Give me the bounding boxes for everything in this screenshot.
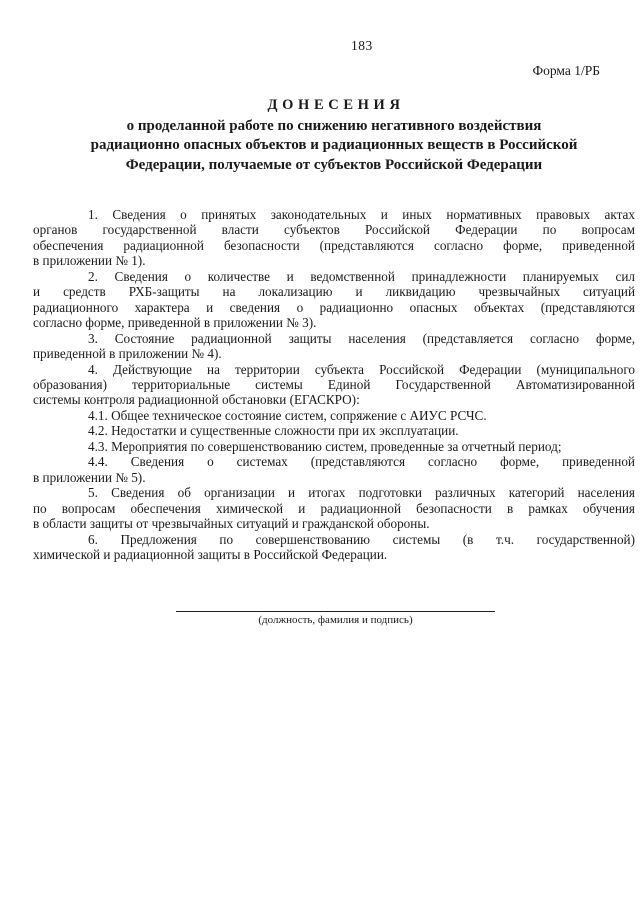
paragraph-line: 4.3. Мероприятия по совершенствованию систем, проведенные за отчетный период;	[88, 438, 562, 454]
paragraph-line: приведенной в приложении № 4).	[33, 346, 222, 362]
paragraph-line: 1. Сведения о принятых законодательных и иных нормативных правовых актах	[88, 207, 635, 222]
paragraph-line: и средств РХБ-защиты на локализацию и ликвидацию чрезвычайных ситуаций	[33, 284, 635, 300]
paragraph-line: 4. Действующие на территории субъекта Российской Федерации (муниципального	[88, 361, 635, 377]
paragraph-4	[33, 362, 635, 408]
paragraph-line: в приложении № 1).	[33, 253, 146, 269]
paragraph-line: 2. Сведения о количестве и ведомственной принадлежности планируемых сил	[88, 268, 635, 284]
paragraph-3	[33, 331, 635, 362]
paragraph-line: органов государственной власти субъектов Российской Федерации по вопросам	[33, 222, 635, 238]
report-subtitle-line: Федерации, получаемые от субъектов Российской Федерации	[125, 156, 543, 173]
signature-caption: (должность, фамилия и подпись)	[258, 614, 413, 626]
report-title: Д О Н Е С Е Н И Я	[267, 97, 401, 113]
paragraph-2	[33, 269, 635, 331]
paragraph-4-4	[33, 454, 635, 485]
paragraph-line: 5. Сведения об организации и итогах подготовки различных категорий населения	[88, 485, 635, 501]
report-subtitle-line: радиационно опасных объектов и радиационных веществ в Российской	[90, 137, 578, 154]
report-subtitle-line: о проделанной работе по снижению негативного воздействия	[126, 118, 542, 134]
paragraph-line: химической и радиационной защиты в Российской Федерации.	[33, 546, 388, 562]
paragraph-line: по вопросам обеспечения химической и радиационной безопасности в рамках обучения	[33, 500, 635, 516]
paragraph-line: в области защиты от чрезвычайных ситуаций и гражданской обороны.	[33, 516, 430, 532]
signature-block	[176, 611, 495, 627]
paragraph-line: образования) территориальные системы Единой Государственной Автоматизированной	[33, 376, 635, 392]
paragraph-line: радиационного характера и сведения о радиационно опасных объектах (представляются	[33, 299, 635, 315]
title-block	[33, 97, 635, 175]
paragraph-line: 4.1. Общее техническое состояние систем, сопряжение с АИУС РСЧС.	[88, 407, 487, 423]
paragraph-line: 3. Состояние радиационной защиты населения (представляется согласно форме,	[88, 330, 635, 346]
paragraph-4-3	[33, 439, 635, 454]
paragraph-line: согласно форме, приведенной в приложении № 3).	[33, 315, 317, 331]
paragraph-line: 6. Предложения по совершенствованию системы (в т.ч. государственной)	[88, 531, 635, 547]
paragraph-1	[33, 207, 635, 269]
paragraph-6	[33, 532, 635, 563]
paragraph-line: 4.2. Недостатки и существенные сложности при их эксплуатации.	[88, 423, 459, 439]
paragraph-5	[33, 485, 635, 531]
form-label: Форма 1/РБ	[532, 63, 600, 78]
paragraph-line: обеспечения радиационной безопасности (представляются согласно форме, приведенной	[33, 237, 635, 253]
paragraph-4-2	[33, 423, 635, 438]
paragraph-line: в приложении № 5).	[33, 469, 146, 485]
page-number: 183	[351, 38, 373, 53]
paragraph-line: 4.4. Сведения о системах (представляются согласно форме, приведенной	[88, 454, 635, 470]
paragraph-4-1	[33, 408, 635, 423]
paragraph-line: системы контроля радиационной обстановки (ЕГАСКРО):	[33, 392, 360, 408]
report-body	[33, 207, 635, 562]
